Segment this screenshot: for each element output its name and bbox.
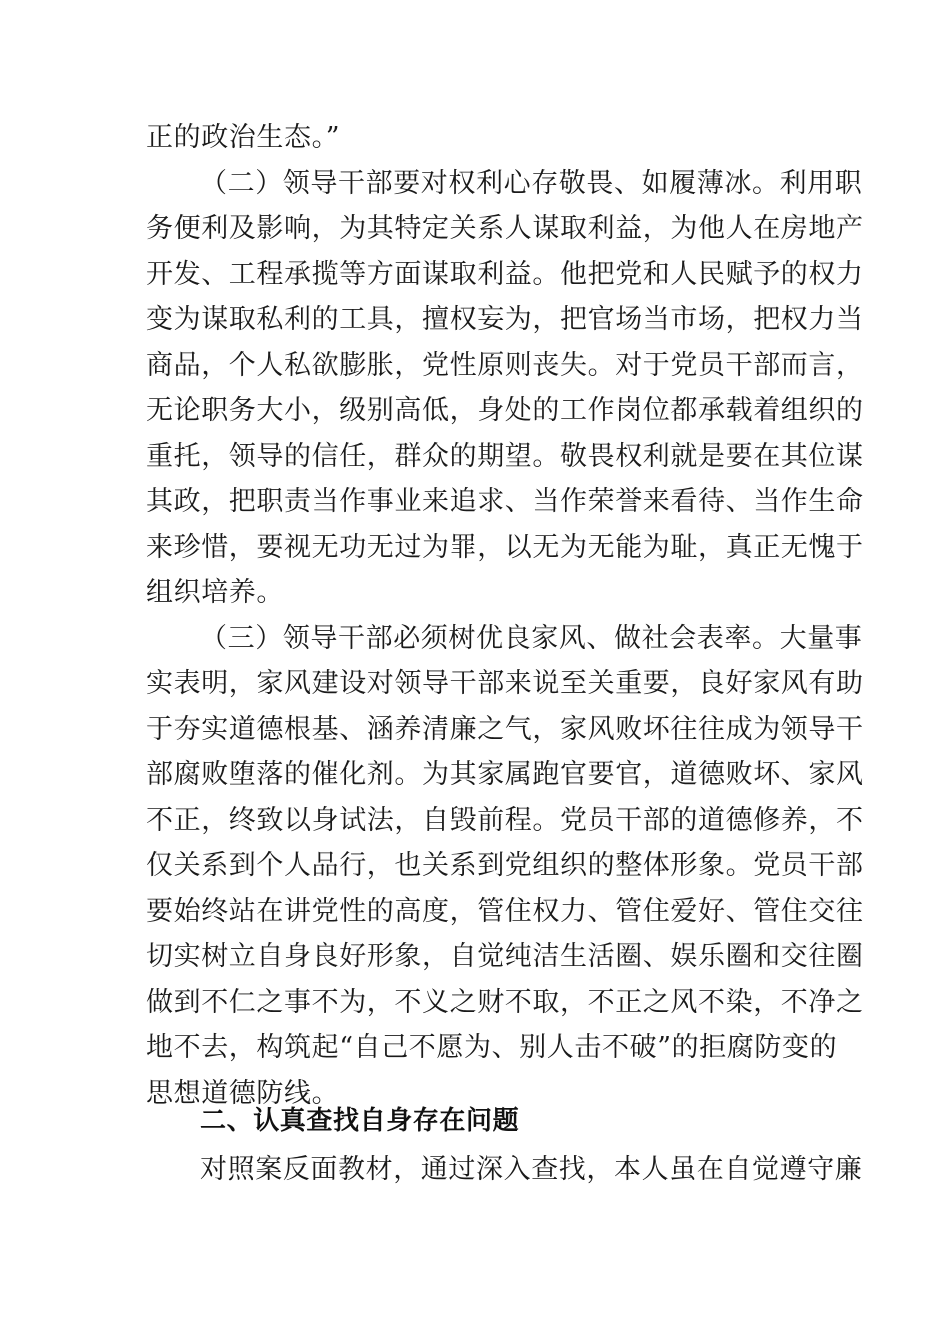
text-line: 商品，个人私欲膨胀，党性原则丧失。对于党员干部而言，: [146, 349, 864, 381]
text-line: 要始终站在讲党性的高度，管住权力、管住爱好、管住交往: [146, 895, 864, 927]
paragraph-2-line: （二）领导干部要对权利心存敬畏、如履薄冰。利用职: [200, 167, 863, 199]
text-line: 务便利及影响，为其特定关系人谋取利益，为他人在房地产: [146, 213, 864, 244]
text-line: 其政，把职责当作事业来追求、当作荣誉来看待、当作生命: [146, 486, 864, 517]
text-line: 于夯实道德根基、涵养清廉之气，家风败坏往往成为领导干: [146, 713, 864, 745]
text-line: 组织培养。: [146, 577, 284, 608]
text-line: 对照案反面教材，通过深入查找，本人虽在自觉遵守廉: [200, 1154, 863, 1185]
text-line: 变为谋取私利的工具，擅权妄为，把官场当市场，把权力当: [146, 304, 864, 335]
text-line: 不正，终致以身试法，自毁前程。党员干部的道德修养，不: [146, 804, 864, 836]
text-line: 切实树立自身良好形象，自觉纯洁生活圈、娱乐圈和交往圈: [146, 941, 864, 972]
text-line: 重托，领导的信任，群众的期望。敬畏权利就是要在其位谋: [146, 440, 864, 472]
section-heading: 二、认真查找自身存在问题: [200, 1106, 520, 1136]
text-line: 部腐败堕落的催化剂。为其家属跑官要官，道德败坏、家风: [146, 759, 864, 790]
body-text-lower: [146, 1147, 863, 1193]
text-line: 正的政治生态。”: [146, 122, 341, 153]
text-line: 地不去，构筑起“自己不愿为、别人击不破”的拒腐防变的: [146, 1032, 838, 1063]
text-line: 仅关系到个人品行，也关系到党组织的整体形象。党员干部: [146, 850, 864, 881]
text-line: 实表明，家风建设对领导干部来说至关重要，良好家风有助: [146, 668, 864, 699]
text-line: 来珍惜，要视无功无过为罪，以无为无能为耻，真正无愧于: [146, 531, 864, 563]
body-text-upper: [146, 115, 864, 1116]
text-line: 做到不仁之事不为，不义之财不取，不正之风不染，不净之: [146, 986, 864, 1018]
text-line: 开发、工程承揽等方面谋取利益。他把党和人民赋予的权力: [146, 258, 864, 290]
text-line: 无论职务大小，级别高低，身处的工作岗位都承载着组织的: [146, 395, 864, 426]
paragraph-3-line: （三）领导干部必须树优良家风、做社会表率。大量事: [200, 622, 863, 654]
text-line: 思想道德防线。: [146, 1077, 340, 1109]
